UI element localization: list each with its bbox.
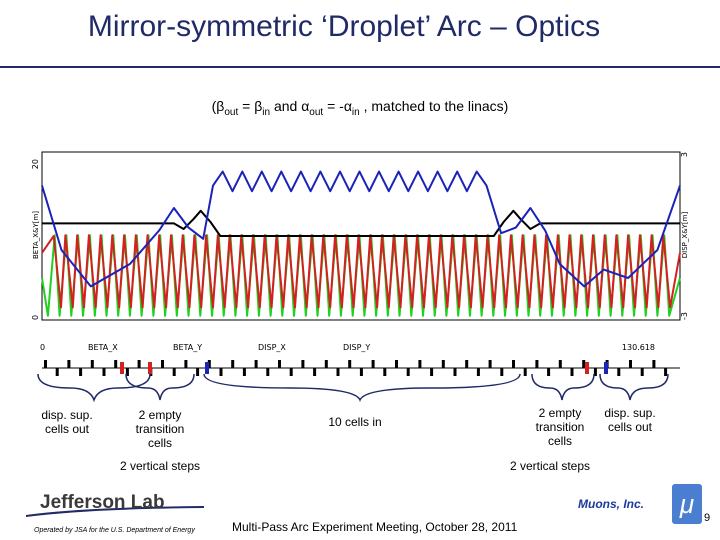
footer-meeting: Multi-Pass Arc Experiment Meeting, October 28, 2011 <box>232 520 518 534</box>
lattice-magnet <box>559 360 562 368</box>
subtitle-part: and α <box>270 98 310 114</box>
subtitle-sub: in <box>351 106 360 118</box>
lattice-magnet <box>67 360 70 368</box>
brace-layer <box>0 370 720 404</box>
lattice-magnet <box>91 360 94 368</box>
slide-title: Mirror-symmetric ‘Droplet’ Arc – Optics <box>87 10 601 43</box>
optics-chart <box>0 140 720 390</box>
legend-beta-y: BETA_Y <box>173 343 203 352</box>
label-right-sup: disp. sup. cells out <box>604 406 656 434</box>
brace-right-trans <box>532 374 594 400</box>
subtitle-part: = -α <box>323 98 352 114</box>
jlab-logo: Jefferson Lab <box>40 492 165 513</box>
brace-left-trans <box>126 374 194 400</box>
legend-disp-y: DISP_Y <box>343 343 371 352</box>
lattice-magnet <box>582 360 585 368</box>
lattice-magnet <box>325 360 328 368</box>
y2-axis-label: DISP_X&Y[m] <box>681 211 689 259</box>
lattice-magnet <box>348 360 351 368</box>
y-tick-top: 20 <box>31 159 40 170</box>
subtitle-part: = β <box>238 98 263 114</box>
brace-center <box>204 374 520 400</box>
lattice-magnet <box>629 360 632 368</box>
subtitle-sub: out <box>309 106 324 118</box>
lattice-magnet <box>44 360 47 368</box>
lattice-magnet <box>231 360 234 368</box>
lattice-magnet <box>161 360 164 368</box>
page-number: 9 <box>704 512 711 524</box>
label-left-steps: 2 vertical steps <box>119 459 201 473</box>
legend-beta-x: BETA_X <box>88 343 118 352</box>
mu-icon: μ <box>672 484 702 524</box>
slide-subtitle <box>40 98 680 118</box>
lattice-magnet <box>138 360 141 368</box>
subtitle-sub: out <box>224 106 239 118</box>
lattice-magnet <box>535 360 538 368</box>
lattice-magnet <box>489 360 492 368</box>
x-tick-end: 130.618 <box>621 343 655 352</box>
lattice-magnet <box>512 360 515 368</box>
lattice-magnet <box>372 360 375 368</box>
x-tick-start: 0 <box>40 343 46 352</box>
lattice-magnet <box>278 360 281 368</box>
label-left-trans: 2 empty transition cells <box>135 408 185 450</box>
y2-tick-top: 3 <box>680 152 689 158</box>
lattice-magnet <box>184 360 187 368</box>
brace-right-sup <box>600 374 668 400</box>
operated-by: Operated by JSA for the U.S. Department of Energy <box>34 527 195 534</box>
muons-logo: Muons, Inc. <box>578 497 644 511</box>
lattice-magnet <box>395 360 398 368</box>
y2-tick-bottom: -3 <box>680 312 689 320</box>
subtitle-part: (β <box>211 98 225 114</box>
lattice-magnet <box>652 360 655 368</box>
label-left-sup: disp. sup. cells out <box>41 408 93 436</box>
lattice-magnet <box>301 360 304 368</box>
title-rule <box>0 66 720 68</box>
lattice-magnet <box>442 360 445 368</box>
label-center: 10 cells in <box>328 415 382 429</box>
lattice-magnet <box>465 360 468 368</box>
label-right-steps: 2 vertical steps <box>509 459 591 473</box>
brace-left-sup <box>38 374 150 400</box>
subtitle-part: , matched to the linacs) <box>359 98 509 114</box>
legend-disp-x: DISP_X <box>258 343 286 352</box>
lattice-magnet <box>418 360 421 368</box>
label-right-trans: 2 empty transition cells <box>535 406 585 448</box>
y-tick-bottom: 0 <box>31 314 40 320</box>
lattice-magnet <box>114 360 117 368</box>
subtitle-sub: in <box>262 106 271 118</box>
lattice-magnet <box>255 360 258 368</box>
y-axis-label: BETA_X&Y[m] <box>32 210 40 260</box>
